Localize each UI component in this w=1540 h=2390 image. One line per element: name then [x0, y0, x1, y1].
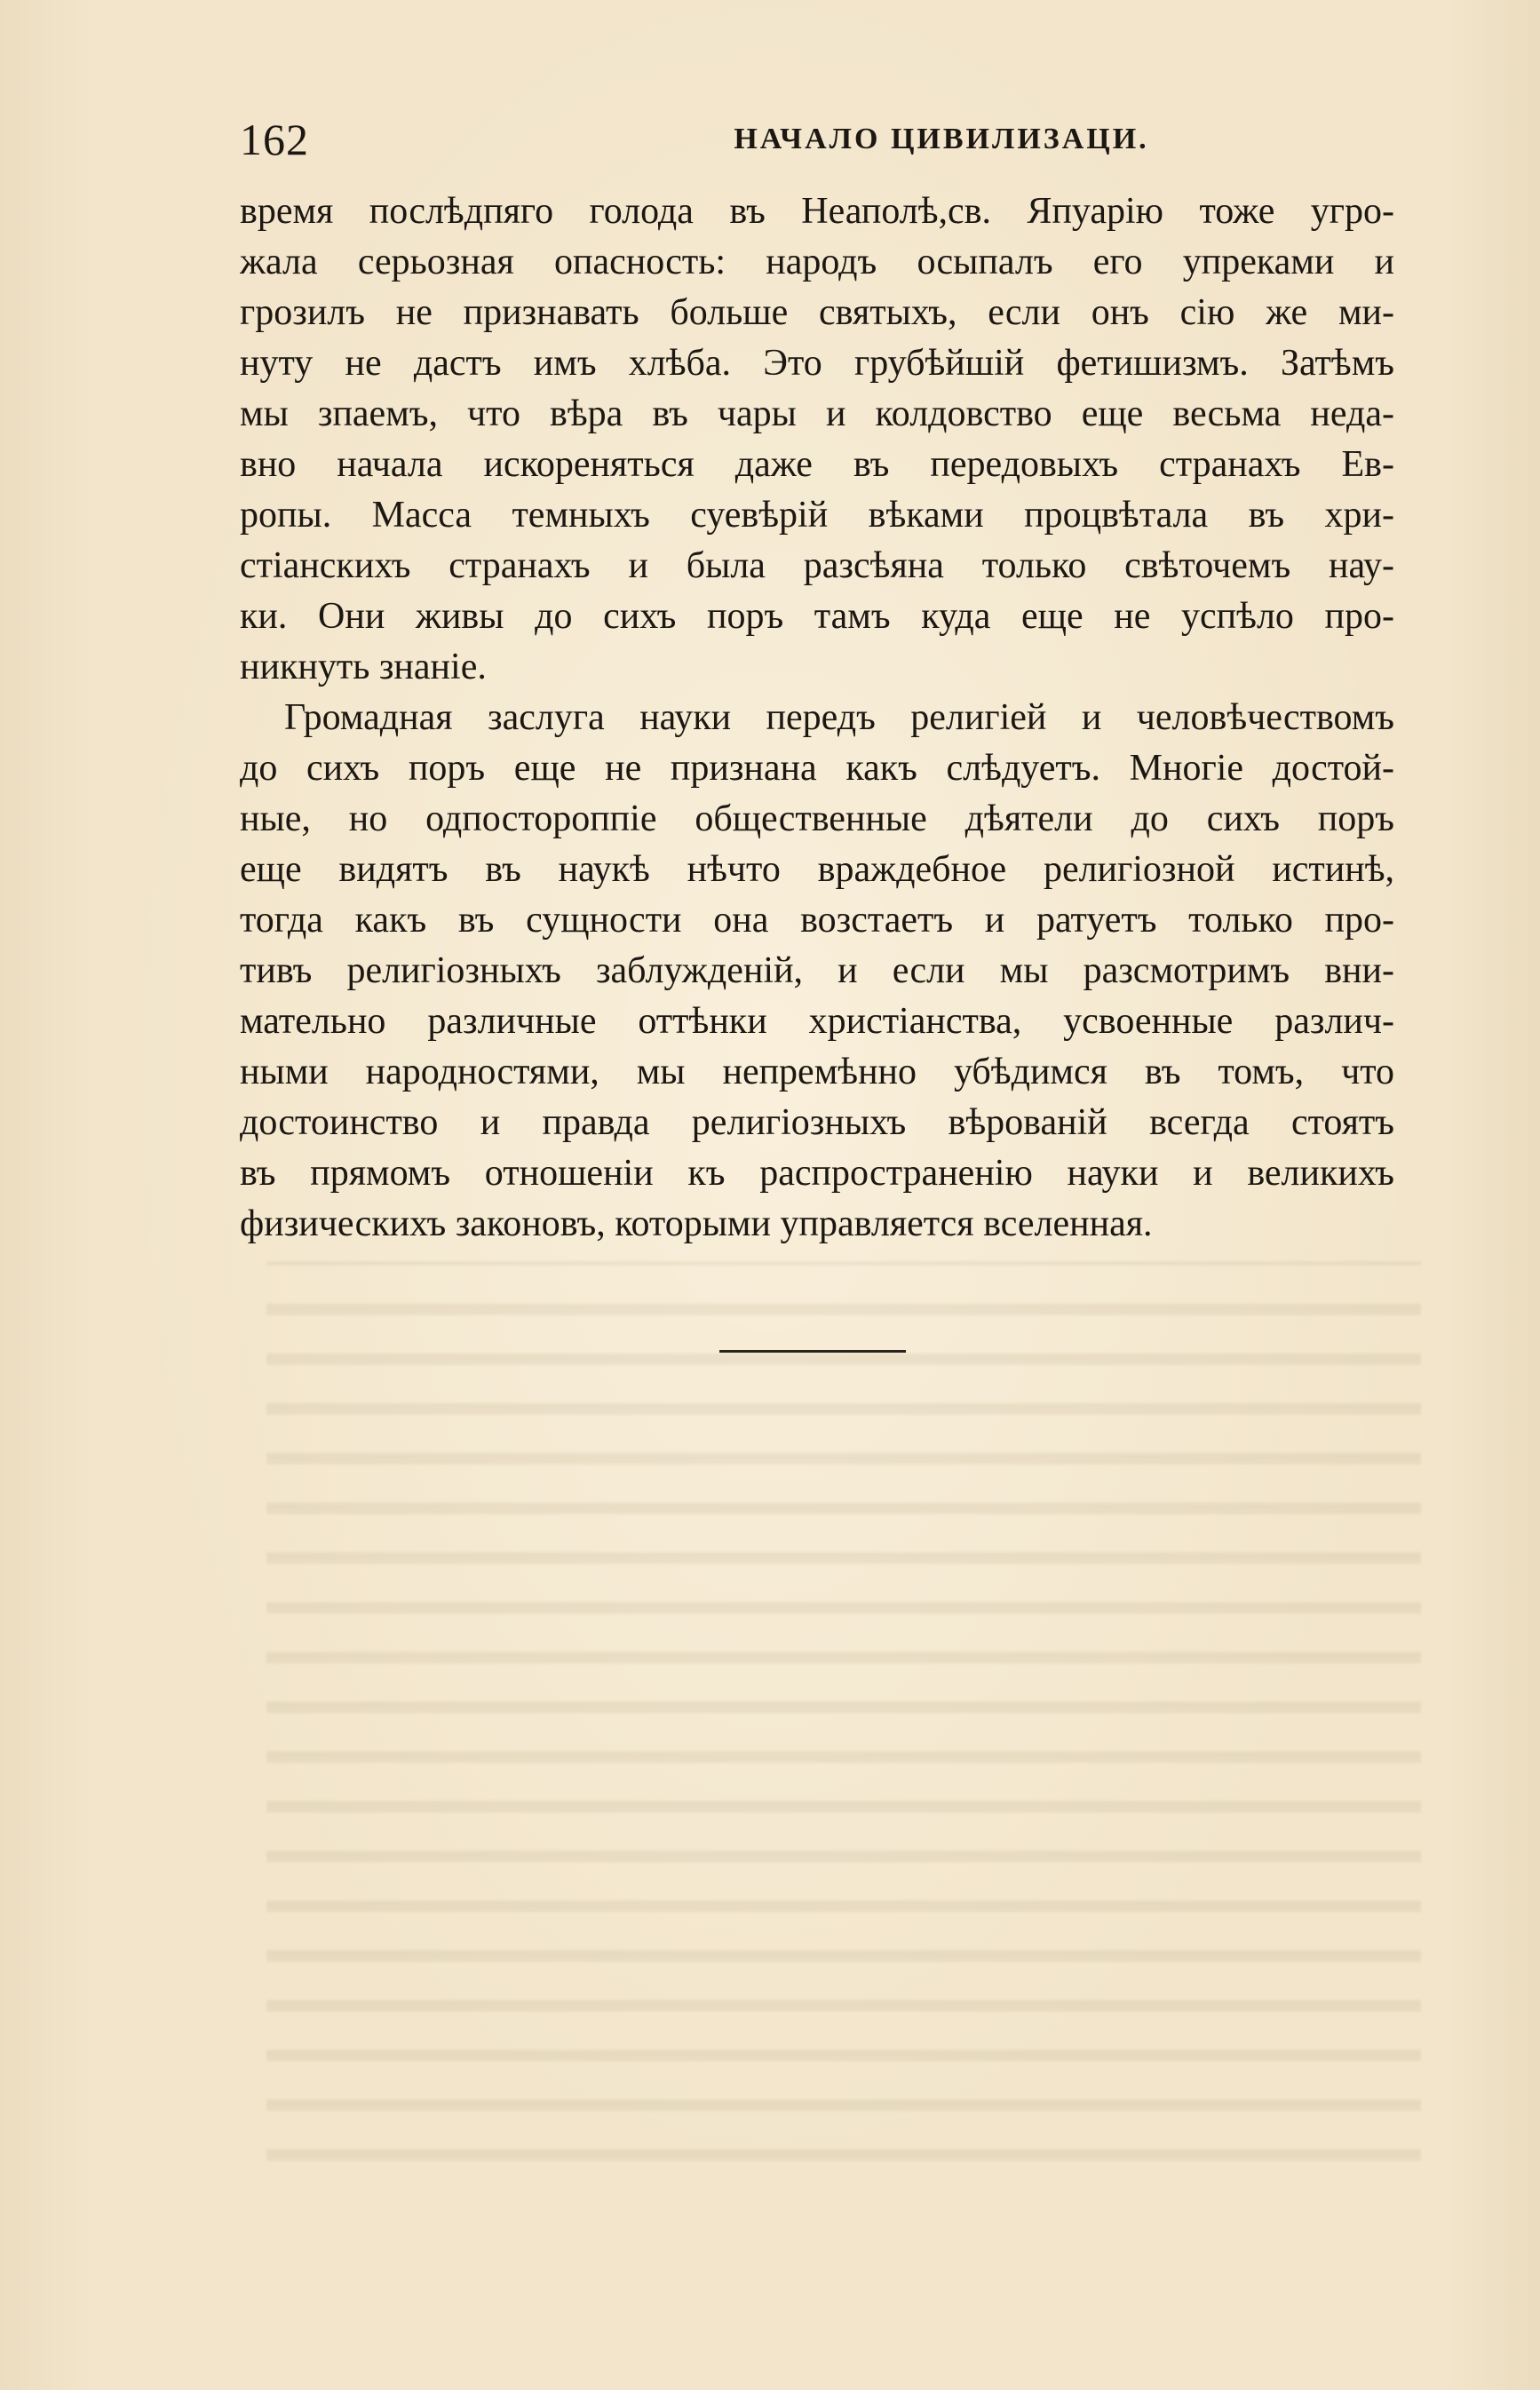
text-line: тогда какъ въ сущности она возстаетъ и ратуетъ только про-	[240, 900, 1394, 941]
text-line: физическихъ законовъ, которыми управляется вселенная.	[240, 1203, 1153, 1244]
text-line: вно начала искореняться даже въ передовыхъ странахъ Ев-	[240, 444, 1394, 485]
text-line: ки. Они живы до сихъ поръ тамъ куда еще не успѣло про-	[240, 596, 1394, 637]
text-line: тивъ религіозныхъ заблужденій, и если мы разсмотримъ вни-	[240, 950, 1394, 991]
running-title: НАЧАЛО ЦИВИЛИЗАЦИ.	[734, 123, 1149, 155]
text-line: стіанскихъ странахъ и была разсѣяна только свѣточемъ нау-	[240, 545, 1394, 586]
text-line: время послѣдпяго голода въ Неаполѣ,св. Япуарію тоже угро-	[240, 191, 1394, 232]
text-line: ропы. Масса темныхъ суевѣрій вѣками процвѣтала въ хри-	[240, 495, 1394, 536]
body-text	[240, 187, 1394, 1250]
paragraph-1	[240, 187, 1394, 693]
page-number: 162	[240, 115, 309, 164]
text-line: мательно различные оттѣнки христіанства, усвоенные различ-	[240, 1001, 1394, 1042]
page-header	[240, 107, 1394, 169]
text-line: жала серьозная опасность: народъ осыпалъ его упреками и	[240, 242, 1394, 282]
section-end-rule	[719, 1350, 906, 1353]
text-line: никнуть знаніе.	[240, 647, 487, 687]
text-line: достоинство и правда религіозныхъ вѣрованій всегда стоятъ	[240, 1102, 1394, 1143]
text-line: ные, но одпостороппіе общественные дѣятели до сихъ поръ	[240, 798, 1394, 839]
paragraph-2	[240, 693, 1394, 1250]
text-line: еще видятъ въ наукѣ нѣчто враждебное религіозной истинѣ,	[240, 849, 1394, 890]
show-through-text	[266, 1261, 1421, 2185]
text-line: до сихъ поръ еще не признана какъ слѣдуетъ. Многіе достой-	[240, 748, 1394, 789]
text-line: Громадная заслуга науки передъ религіей и человѣчествомъ	[284, 697, 1394, 738]
text-line: въ прямомъ отношеніи къ распространенію науки и великихъ	[240, 1153, 1394, 1194]
text-line: грозилъ не признавать больше святыхъ, если онъ сію же ми-	[240, 292, 1394, 333]
text-line: ными народностями, мы непремѣнно убѣдимся въ томъ, что	[240, 1052, 1394, 1092]
text-line: нуту не дастъ имъ хлѣба. Это грубѣйшій фетишизмъ. Затѣмъ	[240, 343, 1394, 384]
text-line: мы зпаемъ, что вѣра въ чары и колдовство еще весьма неда-	[240, 393, 1394, 434]
